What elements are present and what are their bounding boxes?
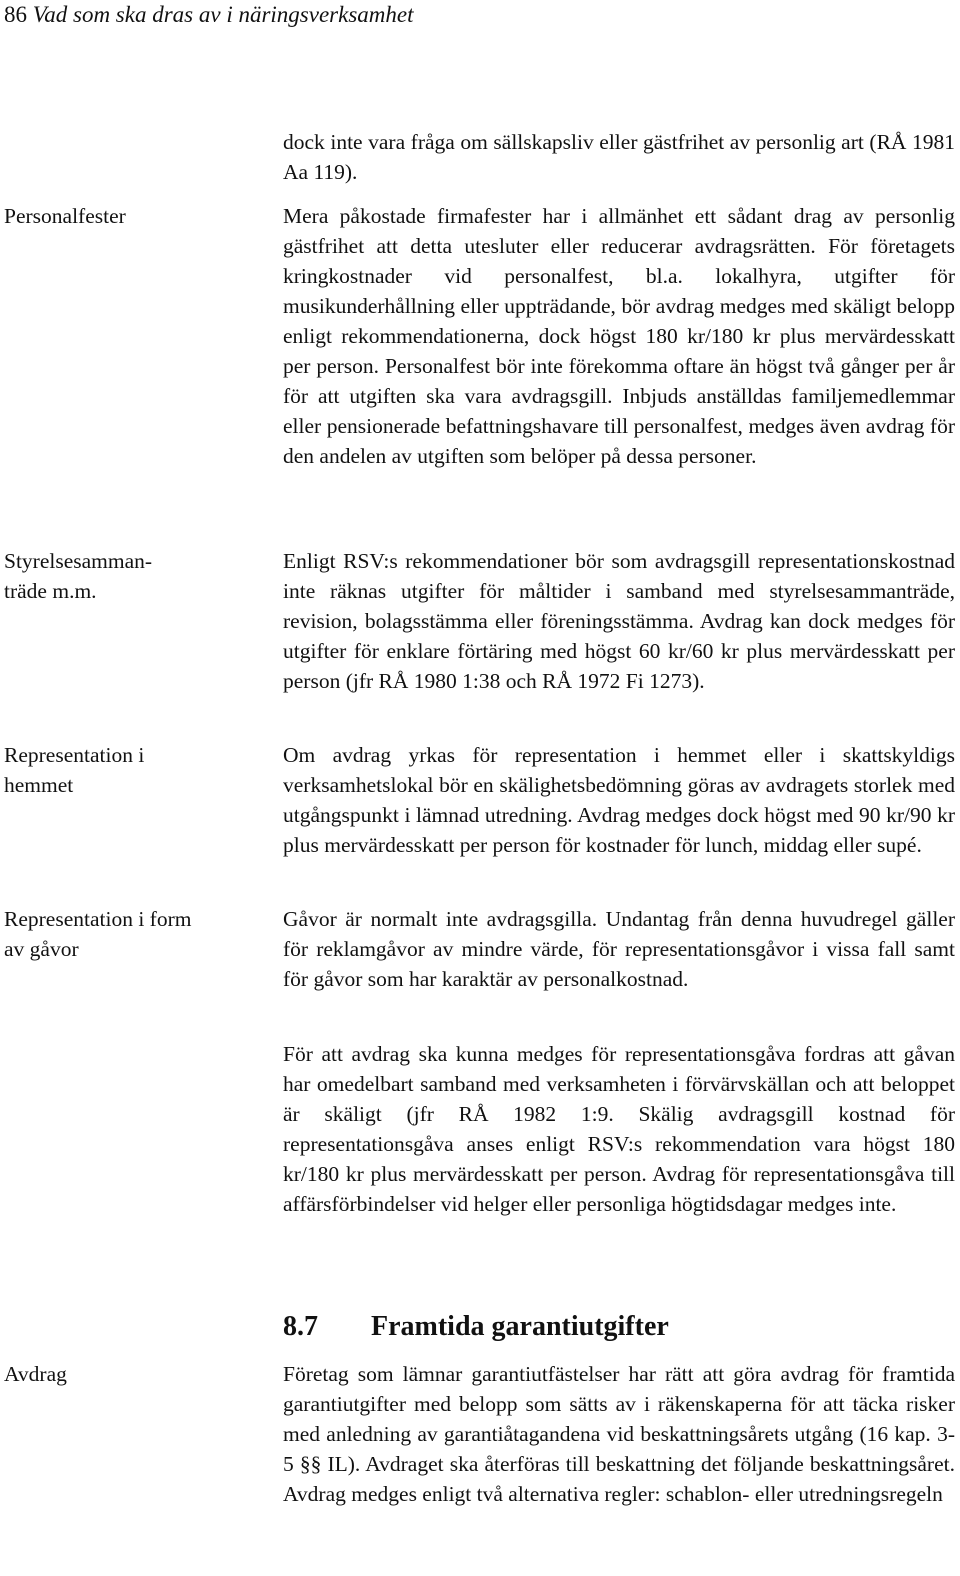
- margin-note-avdrag: Avdrag: [4, 1362, 67, 1386]
- paragraph-2: [283, 201, 955, 471]
- paragraph-text: Gåvor är normalt inte avdragsgilla. Undantag från denna huvudregel gäller för reklamgåvor av mindre värde, för representationsgåvor i vissa fall samt för gåvor som har karaktär av personalkostnad.: [283, 907, 955, 991]
- paragraph-1: [283, 127, 955, 187]
- paragraph-7: [283, 1359, 955, 1509]
- margin-note-representation-hemmet: Representation i hemmet: [4, 743, 145, 797]
- paragraph-text: dock inte vara fråga om sällskapsliv eller gästfrihet av personlig art (RÅ 1981 Aa 119).: [283, 130, 955, 184]
- paragraph-text: För att avdrag ska kunna medges för representationsgåva fordras att gåvan har omedelbart samband med verksamheten i förvärvskällan och att beloppet är skäligt (jfr RÅ 1982 1:9. Skälig avdragsgill kostnad för representationsgåva anses enligt RSV:s rekommendation vara högst 180 kr/180 kr plus mervärdesskatt per person. Avdrag för representationsgåva till affärsförbindelser vid helger eller personliga högtidsdagar medges inte.: [283, 1042, 955, 1216]
- page-number: 86: [4, 2, 27, 27]
- paragraph-text: Enligt RSV:s rekommendationer bör som avdragsgill representationskostnad inte räknas utgifter för måltider i samband med styrelsesammanträde, revision, bolagsstämma eller föreningsstämma. Avdrag kan dock medges för utgifter för enklare förtäring med högst 60 kr/60 kr plus mervärdesskatt per person (jfr RÅ 1980 1:38 och RÅ 1972 Fi 1273).: [283, 549, 955, 693]
- header-title: Vad som ska dras av i näringsverksamhet: [32, 2, 414, 27]
- paragraph-text: Om avdrag yrkas för representation i hemmet eller i skattskyldigs verksamhetslokal bör en skälighetsbedömning göras av avdragets storlek med utgångspunkt i lämnad utredning. Avdrag medges dock högst med 90 kr/90 kr plus mervärdesskatt per person för kostnader för lunch, middag eller supé.: [283, 743, 955, 857]
- margin-note-styrelsesammantrade: Styrelsesamman-träde m.m.: [4, 549, 153, 603]
- paragraph-6: [283, 1039, 955, 1219]
- paragraph-3: [283, 546, 955, 696]
- section-title: Framtida garantiutgifter: [371, 1311, 669, 1342]
- paragraph-text: Företag som lämnar garantiutfästelser har rätt att göra avdrag för framtida garantiutgifter med belopp som sätts av i räkenskaperna för att täcka risker med anledning av garantiåtagandena vid beskattningsårets utgång (16 kap. 3-5 §§ IL). Avdraget ska återföras till beskattning det följande beskattningsåret. Avdrag medges enligt två alternativa regler: schablon- eller utredningsregeln: [283, 1362, 955, 1506]
- paragraph-4: [283, 740, 955, 860]
- margin-note-personalfester: Personalfester: [4, 204, 126, 228]
- section-heading: [283, 1309, 669, 1345]
- paragraph-5: [283, 904, 955, 994]
- margin-note-representation-gavor: Representation i form av gåvor: [4, 907, 192, 961]
- section-number: 8.7: [283, 1311, 318, 1342]
- paragraph-text: Mera påkostade firmafester har i allmänhet ett sådant drag av personlig gästfrihet att detta utesluter eller reducerar avdragsrätten. För företagets kringkostnader vid personalfest, bl.a. lokalhyra, utgifter för musikunderhållning eller uppträdande, bör avdrag medges med skäligt belopp enligt rekommendationerna, dock högst 180 kr/180 kr plus mervärdesskatt per person. Personalfest bör inte förekomma oftare än högst två gånger per år för att utgiften ska vara avdragsgill. Inbjuds anställdas familjemedlemmar eller pensionerade befattningshavare till personalfest, medges även avdrag för den andelen av utgiften som belöper på dessa personer.: [283, 204, 955, 468]
- running-header: [4, 0, 414, 30]
